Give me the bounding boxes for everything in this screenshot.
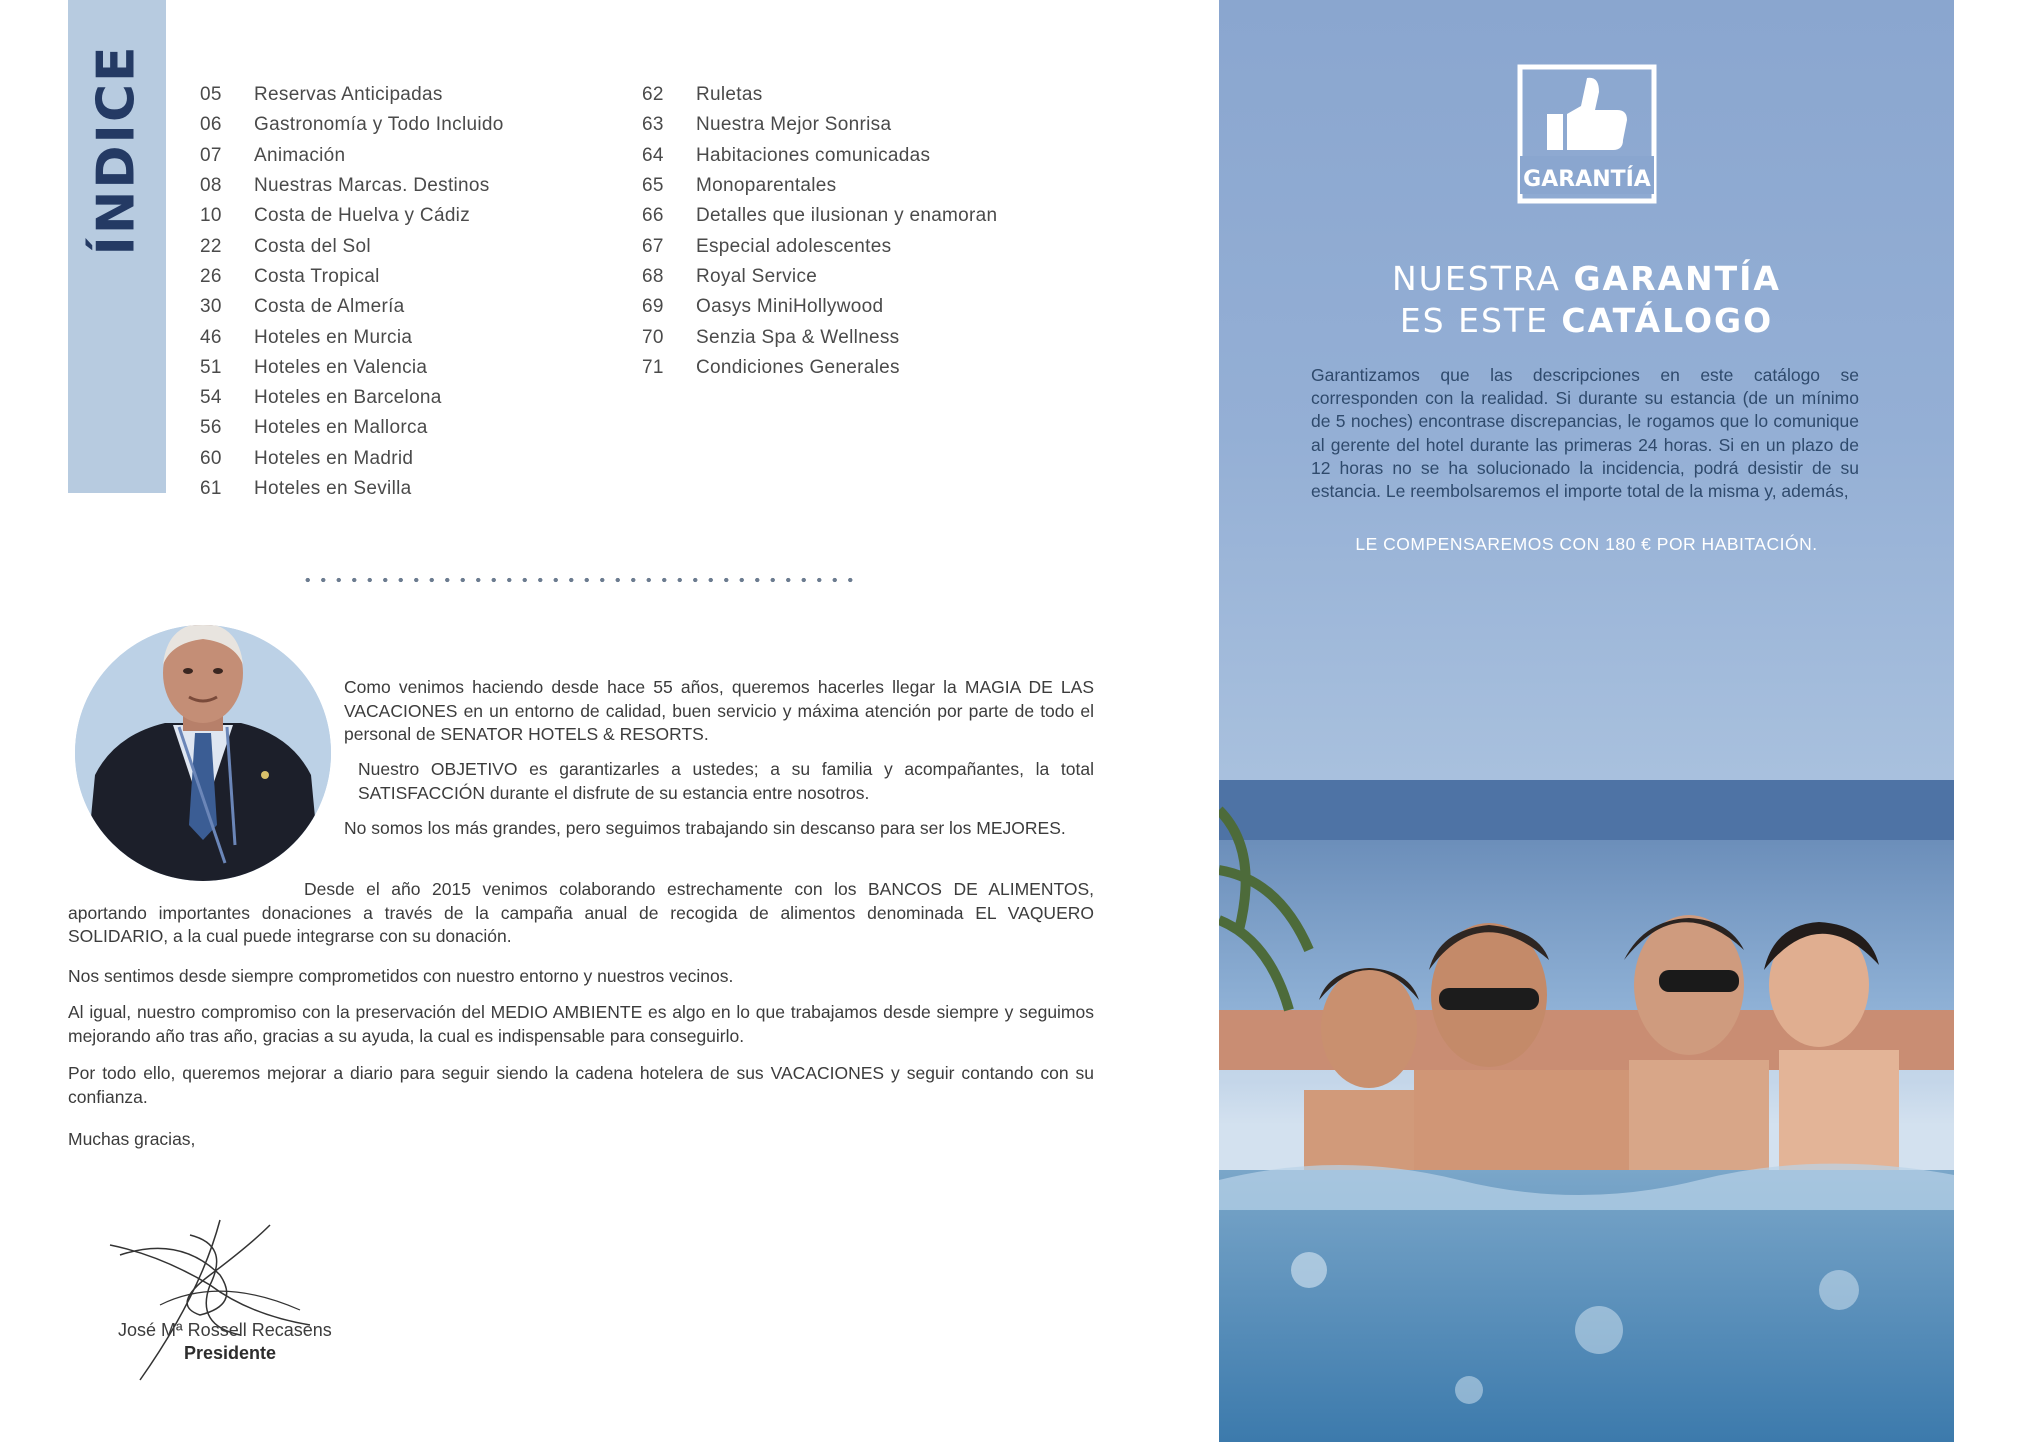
- index-label: Ruletas: [696, 84, 763, 106]
- index-entry: [642, 292, 997, 322]
- index-entry: [642, 201, 997, 231]
- index-column-2: [642, 80, 997, 383]
- index-page-number: 05: [200, 84, 222, 106]
- guarantee-compensation: LE COMPENSAREMOS CON 180 € POR HABITACIÓN.: [1355, 534, 1818, 554]
- index-entry: [642, 171, 997, 201]
- index-entry: [200, 292, 504, 322]
- index-entry: [200, 231, 504, 261]
- index-entry: [642, 141, 997, 171]
- index-page-number: 06: [200, 114, 222, 136]
- index-entry: [200, 383, 504, 413]
- letter-closing: Muchas gracias,: [68, 1129, 196, 1149]
- index-page-number: 26: [200, 265, 222, 287]
- index-entry: [200, 353, 504, 383]
- index-entry: [642, 353, 997, 383]
- index-label: Gastronomía y Todo Incluido: [254, 114, 504, 136]
- index-label: Costa de Huelva y Cádiz: [254, 205, 471, 227]
- index-label: Oasys MiniHollywood: [696, 296, 884, 318]
- index-page-number: 51: [200, 356, 222, 378]
- letter-paragraph-4: Desde el año 2015 venimos colaborando estrechamente con los BANCOS DE ALIMENTOS, aportando importantes donaciones a través de la campaña anual de recogida de alimentos denominada EL VAQUERO SOLIDARIO, a la cual puede integrarse con su donación.: [68, 879, 1094, 946]
- index-label: Hoteles en Valencia: [254, 356, 428, 378]
- index-label: Nuestra Mejor Sonrisa: [696, 114, 892, 136]
- index-label: Hoteles en Sevilla: [254, 478, 412, 499]
- index-label: Senzia Spa & Wellness: [696, 326, 900, 348]
- index-page-number: 70: [642, 326, 664, 348]
- signature-role: Presidente: [184, 1343, 277, 1363]
- guarantee-body: Garantizamos que las descripciones en este catálogo se corresponden con la realidad. Si durante su estancia (de un mínimo de 5 noches) encontrase discrepancias, le rogamos que lo comunique al gerente del hotel durante las primeras 24 horas. Si en un plazo de 12 horas no se ha solucionado la incidencia, podrá desistir de su estancia. Le reembolsaremos el importe total de la misma y, además,: [1311, 365, 1859, 502]
- dotted-divider: [300, 575, 860, 585]
- index-label: Hoteles en Barcelona: [254, 387, 442, 409]
- president-portrait: [75, 625, 331, 881]
- index-page-number: 07: [200, 144, 222, 166]
- index-entry: [642, 80, 997, 110]
- index-entry: [642, 110, 997, 140]
- thumbs-up-badge-icon: [1517, 64, 1657, 204]
- index-label: Costa del Sol: [254, 235, 371, 257]
- index-page-number: 65: [642, 175, 664, 197]
- index-page-number: 67: [642, 235, 664, 257]
- index-label: Costa de Almería: [254, 296, 405, 318]
- index-page-number: 68: [642, 265, 664, 287]
- index-label: Monoparentales: [696, 175, 837, 197]
- index-page-number: 69: [642, 296, 664, 318]
- index-page-number: 22: [200, 235, 222, 257]
- index-page-number: 56: [200, 417, 222, 439]
- index-label: Hoteles en Madrid: [254, 447, 414, 469]
- index-page-number: 60: [200, 447, 222, 469]
- index-entry: [200, 474, 504, 504]
- index-entry: [200, 201, 504, 231]
- index-label: Condiciones Generales: [696, 356, 900, 378]
- guarantee-title-line-1: NUESTRA GARANTÍA: [1392, 259, 1781, 298]
- index-column-1: [200, 80, 504, 504]
- badge-label: GARANTÍA: [1523, 167, 1651, 192]
- index-entry: [200, 262, 504, 292]
- letter-paragraph-7: Por todo ello, queremos mejorar a diario para seguir siendo la cadena hotelera de sus VACACIONES y seguir contando con su confianza.: [68, 1063, 1094, 1107]
- signature-name: José Mª Rossell Recasens: [118, 1320, 332, 1340]
- index-page-number: 46: [200, 326, 222, 348]
- index-page-number: 62: [642, 84, 664, 106]
- index-page-number: 61: [200, 478, 222, 499]
- index-label: Detalles que ilusionan y enamoran: [696, 205, 998, 227]
- index-entry: [642, 262, 997, 292]
- index-page-number: 64: [642, 144, 664, 166]
- index-label: Animación: [254, 144, 346, 166]
- index-entry: [200, 444, 504, 474]
- index-label: Habitaciones comunicadas: [696, 144, 931, 166]
- index-entry: [200, 110, 504, 140]
- index-entry: [200, 171, 504, 201]
- index-title-wrap: [68, 0, 166, 300]
- index-page-number: 71: [642, 356, 664, 378]
- index-page-number: 63: [642, 114, 664, 136]
- index-entry: [200, 322, 504, 352]
- index-label: Royal Service: [696, 265, 818, 287]
- index-title: ÍNDICE: [87, 44, 147, 256]
- index-label: Costa Tropical: [254, 265, 380, 287]
- guarantee-title-line-2: ES ESTE CATÁLOGO: [1399, 301, 1774, 340]
- index-label: Especial adolescentes: [696, 235, 892, 257]
- index-label: Nuestras Marcas. Destinos: [254, 175, 490, 197]
- index-entry: [642, 322, 997, 352]
- letter-paragraph-1: Como venimos haciendo desde hace 55 años, queremos hacerles llegar la MAGIA DE LAS VACACIONES en un entorno de calidad, buen servicio y máxima atención por parte de todo el personal de SENATOR HOTELS & RESORTS.: [344, 677, 1094, 744]
- index-entry: [642, 231, 997, 261]
- letter-paragraph-6: Al igual, nuestro compromiso con la preservación del MEDIO AMBIENTE es algo en lo que trabajamos desde siempre y seguimos mejorando año tras año, gracias a su ayuda, la cual es indispensable para conseguirlo.: [68, 1002, 1094, 1046]
- index-page-number: 54: [200, 387, 222, 409]
- index-entry: [200, 141, 504, 171]
- index-entry: [200, 413, 504, 443]
- family-pool-photo: [1219, 770, 1954, 1442]
- letter-paragraph-5: Nos sentimos desde siempre comprometidos con nuestro entorno y nuestros vecinos.: [68, 966, 734, 986]
- index-label: Reservas Anticipadas: [254, 84, 443, 106]
- index-page-number: 08: [200, 175, 222, 197]
- letter-paragraph-2: Nuestro OBJETIVO es garantizarles a ustedes; a su familia y acompañantes, la total SATISFACCIÓN durante el disfrute de su estancia entre nosotros.: [358, 759, 1094, 803]
- letter-paragraph-3: No somos los más grandes, pero seguimos trabajando sin descanso para ser los MEJORES.: [344, 818, 1066, 838]
- index-label: Hoteles en Murcia: [254, 326, 413, 348]
- index-entry: [200, 80, 504, 110]
- guarantee-panel: [1219, 0, 1954, 1442]
- index-page-number: 10: [200, 205, 222, 227]
- index-page-number: 66: [642, 205, 664, 227]
- index-page-number: 30: [200, 296, 222, 318]
- index-label: Hoteles en Mallorca: [254, 417, 428, 439]
